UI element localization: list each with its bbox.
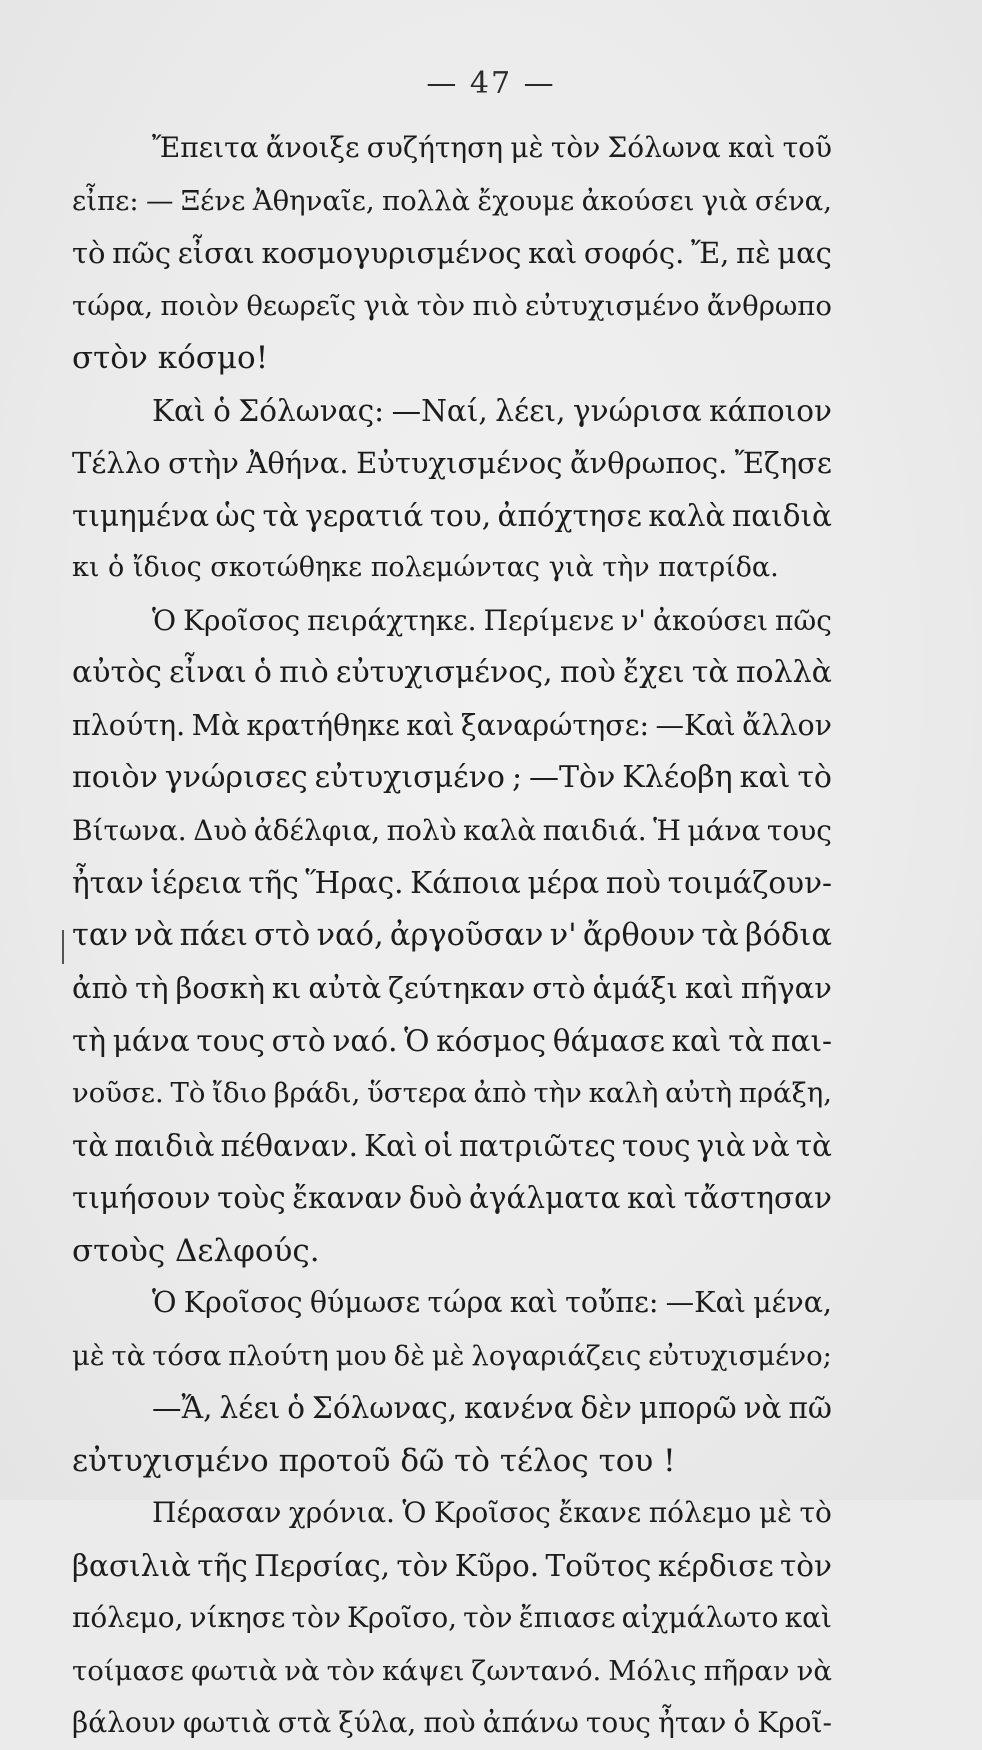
text-line: Τέλλο στὴν Ἀθήνα. Εὐτυχισμένος ἄνθρωπος. Ἔζησε [72,446,832,480]
text-line: Πέρασαν χρόνια. Ὁ Κροῖσος ἔκανε πόλεμο μὲ τὸ [152,1496,832,1529]
text-line: τώρα, ποιὸν θεωρεῖς γιὰ τὸν πιὸ εὐτυχισμένο ἄνθρωπο [72,289,832,322]
text-line: βασιλιὰ τῆς Περσίας, τὸν Κῦρο. Τοῦτος κέρδισε τὸν [72,1548,832,1583]
text-line: τιμήσουν τοὺς ἔκαναν δυὸ ἀγάλματα καὶ τἄστησαν [72,1181,832,1215]
text-line: βάλουν φωτιὰ στὰ ξύλα, ποὺ ἀπάνω τους ἦταν ὁ Κροῖ- [72,1706,832,1739]
text-line: στοὺς Δελφούς. [72,1232,320,1269]
text-line: εἶπε: — Ξένε Ἀθηναῖε, πολλὰ ἔχουμε ἀκούσει γιὰ σένα, [72,184,832,217]
text-line: Βίτωνα. Δυὸ ἀδέλφια, πολὺ καλὰ παιδιά. Ἡ μάνα τους [72,813,832,847]
text-line: εὐτυχισμένο προτοῦ δῶ τὸ τέλος του ! [72,1442,676,1479]
text-line: στὸν κόσμο! [72,340,269,376]
text-line: ποιὸν γνώρισες εὐτυχισμένο ; —Τὸν Κλέοβη καὶ τὸ [72,760,832,795]
text-line: κι ὁ ἴδιος σκοτώθηκε πολεμώντας γιὰ τὴν πατρίδα. [72,552,779,583]
text-line: τιμημένα ὡς τὰ γερατιά του, ἀπόχτησε καλὰ παιδιὰ [72,498,832,533]
text-line: τὸ πῶς εἶσαι κοσμογυρισμένος καὶ σοφός. Ἔ, πὲ μας [72,236,832,270]
text-line: Ὁ Κροῖσος θύμωσε τώρα καὶ τοὔπε: —Καὶ μένα, [152,1286,832,1319]
page-number: — 47 — [426,66,556,101]
text-line: Καὶ ὁ Σόλωνας: —Ναί, λέει, γνώρισα κάποιον [152,393,832,428]
text-line: ταν νὰ πάει στὸ ναό, ἀργοῦσαν ν' ἄρθουν τὰ βόδια [72,917,832,953]
text-line: τὴ μάνα τους στὸ ναό. Ὁ κόσμος θάμασε καὶ τὰ παι- [72,1023,832,1058]
text-line: νοῦσε. Τὸ ἴδιο βράδι, ὕστερα ἀπὸ τὴν καλὴ αὐτὴ πράξη, [72,1077,832,1109]
text-line: —Ἄ, λέει ὁ Σόλωνας, κανένα δὲν μπορῶ νὰ πῶ [152,1391,832,1425]
text-line: Ἔπειτα ἄνοιξε συζήτηση μὲ τὸν Σόλωνα καὶ τοῦ [152,131,832,164]
text-line: μὲ τὰ τόσα πλούτη μου δὲ μὲ λογαριάζεις εὐτυχισμένο; [72,1339,832,1372]
text-line: ἦταν ἱέρεια τῆς Ἥρας. Κάποια μέρα ποὺ τοιμάζουν- [72,866,832,900]
text-line: τοίμασε φωτιὰ νὰ τὸν κάψει ζωντανό. Μόλις πῆραν νὰ [72,1654,832,1687]
margin-mark [62,930,64,964]
text-line: ἀπὸ τὴ βοσκὴ κι αὐτὰ ζεύτηκαν στὸ ἁμάξι καὶ πῆγαν [72,971,832,1005]
text-line: πόλεμο, νίκησε τὸν Κροῖσο, τὸν ἔπιασε αἰχμάλωτο καὶ [72,1601,832,1634]
text-line: τὰ παιδιὰ πέθαναν. Καὶ οἱ πατριῶτες τους γιὰ νὰ τὰ [72,1128,832,1163]
body-text [72,122,832,1750]
text-line: Ὁ Κροῖσος πειράχτηκε. Περίμενε ν' ἀκούσει πῶς [152,603,832,637]
text-line: πλούτη. Μὰ κρατήθηκε καὶ ξαναρώτησε: —Καὶ ἄλλον [72,708,832,742]
text-line: αὐτὸς εἶναι ὁ πιὸ εὐτυχισμένος, ποὺ ἔχει τὰ πολλὰ [72,655,832,690]
